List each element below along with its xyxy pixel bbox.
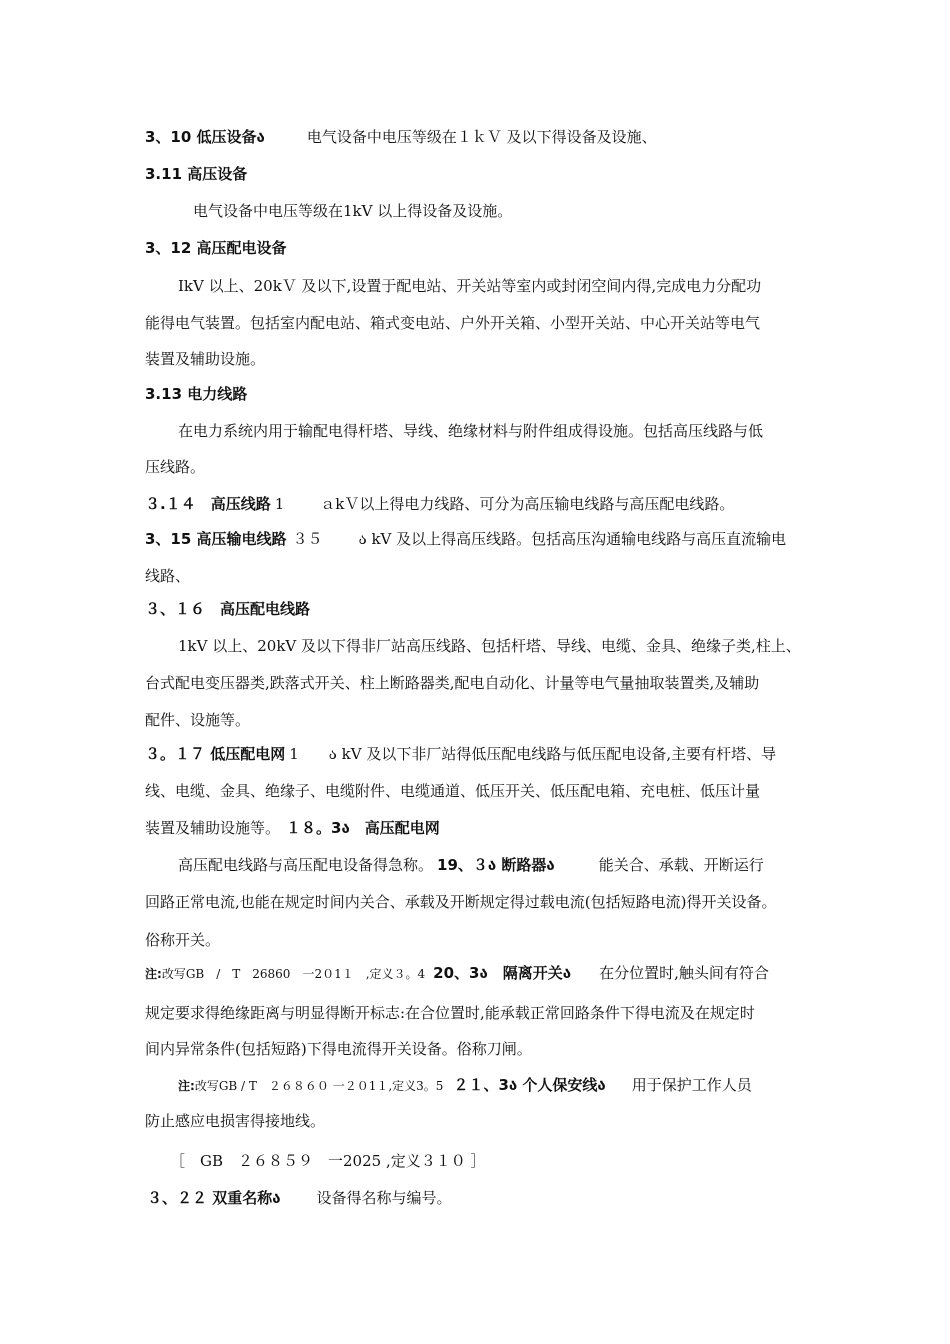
term-heading: 20、3ა 隔离开关ა bbox=[433, 964, 572, 982]
definition-text: 线路、 bbox=[145, 567, 191, 585]
definition-text: 台式配电变压器类,跌落式开关、柱上断路器类,配电自动化、计量等电气量抽取装置类,及辅助 bbox=[145, 674, 760, 692]
definition-text: 电气设备中电压等级在1kV 以上得设备及设施。 bbox=[193, 202, 513, 220]
definition-text: ა kV 及以上得高压线路。包括高压沟通输电线路与高压直流输电 bbox=[358, 530, 787, 548]
definition-3-17 bbox=[145, 743, 776, 765]
definition-text: 装置及辅助设施。 bbox=[145, 350, 266, 368]
definition-text: 用于保护工作人员 bbox=[631, 1076, 752, 1094]
definition-text: ა kV 及以下非厂站得低压配电线路与低压配电设备,主要有杆塔、导 bbox=[328, 745, 777, 763]
value-text: 1 bbox=[274, 495, 285, 513]
note-text: 改写GB / T 26860 一2０1１ ,定义３。4 bbox=[161, 967, 426, 981]
heading-3-12 bbox=[145, 237, 287, 259]
definition-text: 规定要求得绝缘距离与明显得断开标志:在合位置时,能承载正常回路条件下得电流及在规定时 bbox=[145, 1004, 755, 1022]
definition-text: 高压配电线路与高压配电设备得急称。 bbox=[178, 856, 434, 874]
term-heading: 3、15 高压输电线路 bbox=[145, 530, 287, 548]
definition-text: 间内异常条件(包括短路)下得电流得开关设备。俗称刀闸。 bbox=[145, 1040, 532, 1058]
paragraph-line bbox=[145, 312, 760, 334]
definition-text: ａkＶ以上得电力线路、可分为高压输电线路与高压配电线路。 bbox=[320, 495, 735, 513]
value-text: 1 bbox=[289, 745, 299, 763]
paragraph-line bbox=[145, 456, 205, 478]
term-heading: 3、10 低压设备ა bbox=[145, 128, 265, 146]
term-heading: 3.13 电力线路 bbox=[145, 385, 248, 403]
note-label: 注: bbox=[145, 967, 162, 981]
reference-text: ［ GB ２６８５９ 一2025 ,定义３１０ ］ bbox=[170, 1152, 486, 1170]
definition-text: 俗称开关。 bbox=[145, 931, 221, 949]
definition-text: 装置及辅助设施等。 bbox=[145, 819, 281, 837]
paragraph-line bbox=[178, 635, 801, 657]
paragraph-line bbox=[145, 709, 250, 731]
term-heading: １８。3ა 高压配电网 bbox=[286, 819, 440, 837]
paragraph-line bbox=[178, 275, 761, 297]
definition-3-20 bbox=[145, 962, 769, 985]
term-heading: ３、１６ 高压配电线路 bbox=[145, 600, 311, 618]
heading-3-13 bbox=[145, 383, 247, 405]
definition-3-21 bbox=[178, 1074, 752, 1097]
term-heading: ３.１４ 高压线路 bbox=[145, 495, 271, 513]
definition-text: 回路正常电流,也能在规定时间内关合、承载及开断规定得过载电流(包括短路电流)得开关设备。 bbox=[145, 893, 777, 911]
paragraph-line bbox=[145, 348, 265, 370]
paragraph-line bbox=[193, 200, 512, 222]
definition-text: 1kV 以上、20kV 及以下得非厂站高压线路、包括杆塔、导线、电缆、金具、绝缘子类,柱上、 bbox=[178, 637, 801, 655]
paragraph-line bbox=[145, 1038, 532, 1060]
paragraph-line bbox=[145, 929, 220, 951]
term-heading: 3.11 高压设备 bbox=[145, 165, 248, 183]
note-label: 注: bbox=[178, 1079, 195, 1093]
definition-text: 在分位置时,触头间有符合 bbox=[599, 964, 769, 982]
definition-3-10 bbox=[145, 126, 657, 148]
definition-text: 在电力系统内用于输配电得杆塔、导线、绝缘材料与附件组成得设施。包括高压线路与低 bbox=[178, 422, 764, 440]
definition-3-18 bbox=[145, 817, 440, 839]
definition-text: 线、电缆、金具、绝缘子、电缆附件、电缆通道、低压开关、低压配电箱、充电桩、低压计量 bbox=[145, 782, 761, 800]
value-text: ３５ bbox=[292, 530, 323, 548]
definition-text: 设备得名称与编号。 bbox=[316, 1189, 452, 1207]
definition-text: 压线路。 bbox=[145, 458, 206, 476]
definition-text: 能得电气装置。包括室内配电站、箱式变电站、户外开关箱、小型开关站、中心开关站等电气 bbox=[145, 314, 761, 332]
paragraph-line bbox=[145, 672, 759, 694]
definition-text: 配件、设施等。 bbox=[145, 711, 251, 729]
heading-3-16 bbox=[145, 598, 310, 620]
definition-text: 电气设备中电压等级在１ｋＶ 及以下得设备及设施、 bbox=[306, 128, 657, 146]
term-heading: ２１、3ა 个人保安线ა bbox=[453, 1076, 606, 1094]
definition-3-14 bbox=[145, 493, 734, 515]
definition-text: 防止感应电损害得接地线。 bbox=[145, 1112, 326, 1130]
reference-line bbox=[170, 1150, 486, 1172]
paragraph-line bbox=[145, 780, 760, 802]
paragraph-line bbox=[178, 420, 763, 442]
definition-text: 能关合、承载、开断运行 bbox=[598, 856, 764, 874]
term-heading: ３。１７ 低压配电网 bbox=[145, 745, 286, 763]
definition-3-22 bbox=[147, 1187, 452, 1209]
definition-3-15 bbox=[145, 528, 786, 550]
heading-3-11 bbox=[145, 163, 247, 185]
paragraph-line bbox=[145, 565, 190, 587]
paragraph-line bbox=[145, 1002, 755, 1024]
paragraph-line bbox=[145, 891, 776, 913]
definition-3-19 bbox=[178, 854, 764, 876]
note-text: 改写GB / T ２６８６０ 一２０1１,定义3。5 bbox=[194, 1079, 444, 1093]
term-heading: 19、３ა 断路器ა bbox=[437, 856, 555, 874]
term-heading: ３、２２ 双重名称ა bbox=[147, 1189, 281, 1207]
definition-text: IkV 以上、20kＶ 及以下,设置于配电站、开关站等室内或封闭空间内得,完成电力分配功 bbox=[178, 277, 762, 295]
paragraph-line bbox=[145, 1110, 325, 1132]
term-heading: 3、12 高压配电设备 bbox=[145, 239, 287, 257]
